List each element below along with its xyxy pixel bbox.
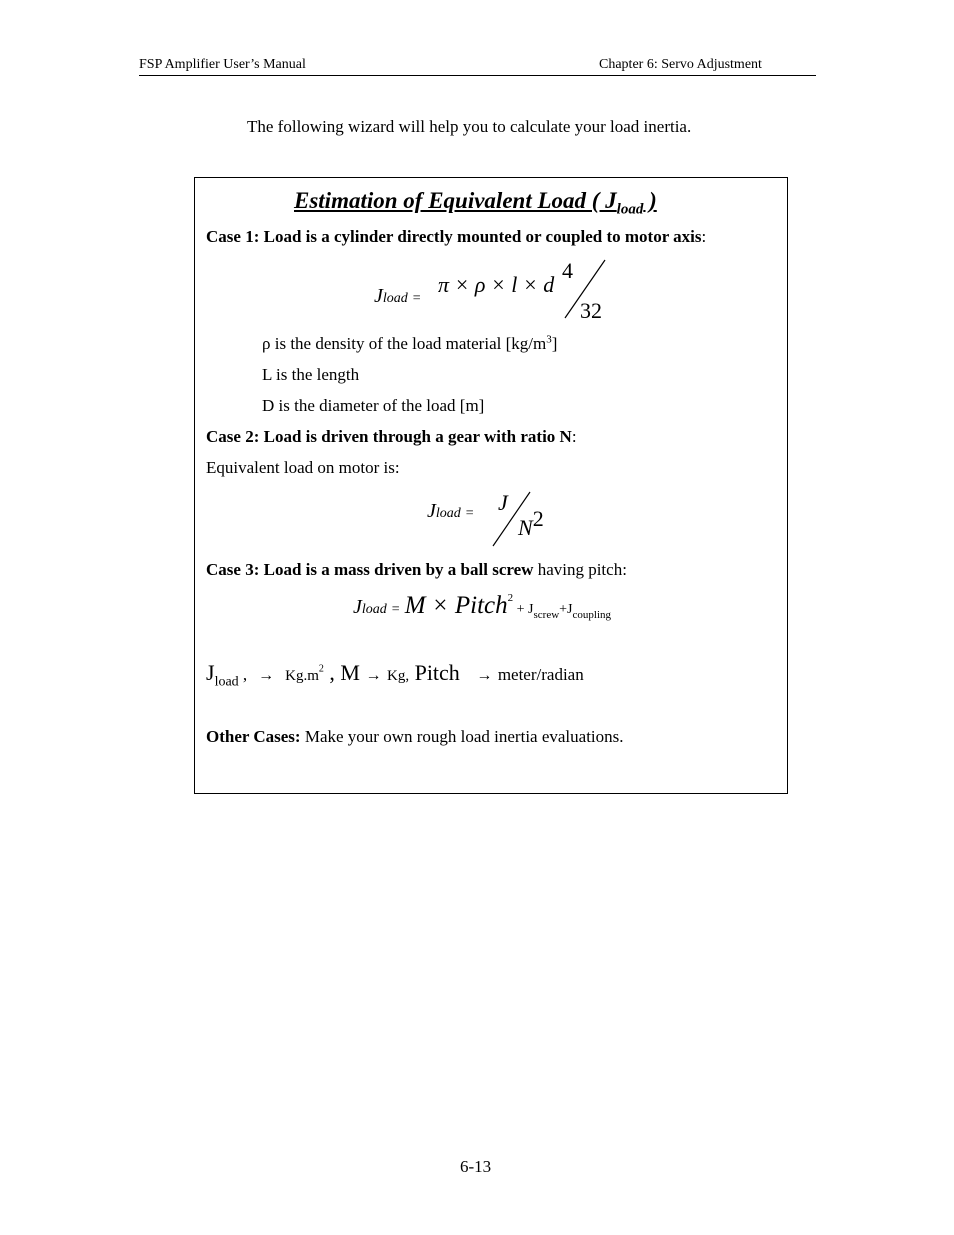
arrow-icon: → — [476, 667, 493, 684]
case1-formula-exp: 4 — [562, 258, 573, 283]
load-estimation-box — [194, 177, 788, 794]
desc-length: L is the length — [262, 365, 360, 384]
page-number: 6-13 — [460, 1157, 492, 1176]
case2-text: Equivalent load on motor is: — [206, 458, 400, 477]
units-line: $J_{load}$ , → $Kg.m^2$ , M → Kg, Pitch → meter/radian — [206, 660, 584, 690]
case1-formula-lhs: Jload = — [374, 285, 421, 307]
other-cases: Other Cases: Make your own rough load inertia evaluations. — [206, 727, 624, 746]
case3-formula: Jload = M × Pitch$^2$ + $J_{screw}+J_{coupling}$ — [353, 592, 611, 621]
case2-formula-lhs: Jload = — [427, 500, 474, 522]
case2-heading: Case 2: Load is driven through a gear with ratio N: — [206, 427, 577, 446]
intro-text: The following wizard will help you to calculate your load inertia. — [247, 117, 692, 136]
header-right: Chapter 6: Servo Adjustment — [599, 57, 762, 72]
header-left: FSP Amplifier User’s Manual — [139, 57, 306, 72]
desc-diameter: D is the diameter of the load [m] — [262, 396, 485, 415]
box-title: Estimation of Equivalent Load ( $J_{load}$ ) — [294, 188, 657, 218]
case1-heading: Case 1: Load is a cylinder directly mounted or coupled to motor axis: — [206, 227, 707, 246]
case2-formula-numerator: J — [498, 490, 508, 515]
case1-formula-denominator: 32 — [580, 298, 602, 323]
case2-formula-denominator: N2 — [518, 506, 544, 540]
arrow-icon: → — [258, 667, 275, 684]
case1-formula-numerator: π × ρ × l × d — [438, 272, 555, 297]
desc-rho: ρ is the density of the load material $[kg/m^3]$ — [262, 333, 558, 353]
header-rule — [139, 75, 816, 76]
arrow-icon: → — [365, 667, 382, 684]
case3-heading: Case 3: Load is a mass driven by a ball screw having pitch: — [206, 560, 627, 579]
